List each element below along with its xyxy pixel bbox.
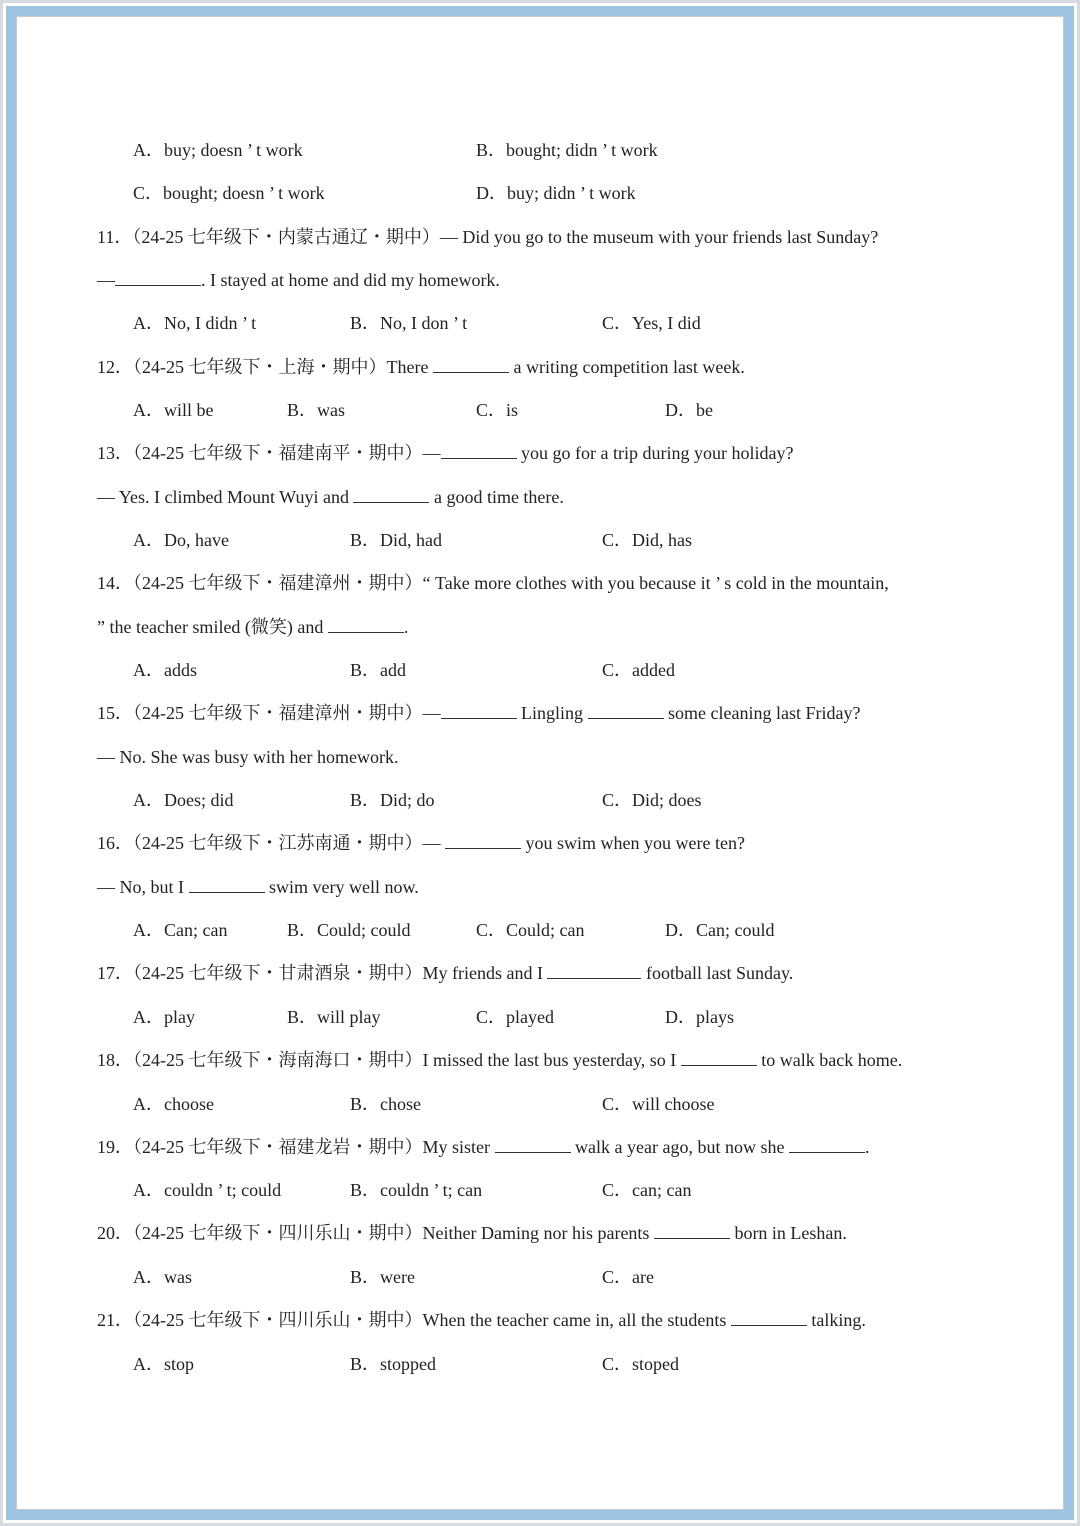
q20-stem-pre: 20．（24-25 七年级下・四川乐山・期中）Neither Daming nor his parents: [97, 1223, 650, 1243]
q11-blank[interactable]: [115, 265, 201, 286]
q15-line2: — No. She was busy with her homework.: [97, 747, 399, 767]
q18-option-a[interactable]: A．choose: [133, 1094, 214, 1114]
q16-stem: [97, 828, 745, 858]
q18-stem: [97, 1045, 902, 1075]
q13-option-a[interactable]: A．Do, have: [133, 530, 229, 550]
q20-blank[interactable]: [654, 1218, 730, 1239]
q17-blank[interactable]: [547, 958, 641, 979]
q15-option-a[interactable]: A．Does; did: [133, 790, 234, 810]
q13-stem-post: you go for a trip during your holiday?: [521, 443, 794, 463]
q17-stem-pre: 17．（24-25 七年级下・甘肃酒泉・期中）My friends and I: [97, 963, 543, 983]
q19-option-c[interactable]: C．can; can: [602, 1180, 692, 1200]
q20-stem-post: born in Leshan.: [734, 1223, 847, 1243]
q14-blank[interactable]: [328, 612, 404, 633]
q17-option-d[interactable]: D．plays: [665, 1007, 734, 1027]
q21-stem: [97, 1305, 866, 1335]
q16-line2-pre: — No, but I: [97, 877, 184, 897]
q10-option-c[interactable]: C．bought; doesn ’ t work: [133, 183, 325, 203]
q15-blank-2[interactable]: [588, 698, 664, 719]
q17-option-a[interactable]: A．play: [133, 1007, 195, 1027]
q10-option-d[interactable]: D．buy; didn ’ t work: [476, 183, 636, 203]
q13-stem: [97, 438, 793, 468]
q19-blank-2[interactable]: [789, 1132, 865, 1153]
q19-stem-mid: walk a year ago, but now she: [575, 1137, 785, 1157]
q13-blank-2[interactable]: [353, 482, 429, 503]
q18-option-b[interactable]: B．chose: [350, 1094, 421, 1114]
q19-stem: [97, 1132, 869, 1162]
q17-option-c[interactable]: C．played: [476, 1007, 554, 1027]
q16-option-d[interactable]: D．Can; could: [665, 920, 775, 940]
q15-blank-1[interactable]: [441, 698, 517, 719]
q11-option-a[interactable]: A．No, I didn ’ t: [133, 313, 257, 333]
q19-stem-pre: 19．（24-25 七年级下・福建龙岩・期中）My sister: [97, 1137, 490, 1157]
q20-option-a[interactable]: A．was: [133, 1267, 192, 1287]
q14-stem: 14．（24-25 七年级下・福建漳州・期中）“ Take more clothes with you because it ’ s cold in the mountain,: [97, 573, 889, 593]
q16-line2-post: swim very well now.: [269, 877, 419, 897]
q12-stem: [97, 352, 745, 382]
q21-stem-post: talking.: [811, 1310, 866, 1330]
q13-stem-pre: 13．（24-25 七年级下・福建南平・期中）—: [97, 443, 441, 463]
q11-option-b[interactable]: B．No, I don ’ t: [350, 313, 468, 333]
q11-stem: 11．（24-25 七年级下・内蒙古通辽・期中）— Did you go to the museum with your friends last Sunday?: [97, 227, 879, 247]
q12-stem-post: a writing competition last week.: [513, 357, 745, 377]
q17-stem-post: football last Sunday.: [645, 963, 794, 983]
q12-option-d[interactable]: D．be: [665, 400, 713, 420]
q11-line2: [97, 265, 500, 295]
q20-stem: [97, 1218, 847, 1248]
q18-option-c[interactable]: C．will choose: [602, 1094, 715, 1114]
q13-line2-pre: — Yes. I climbed Mount Wuyi and: [97, 487, 349, 507]
q17-stem: [97, 958, 793, 988]
q16-blank-2[interactable]: [189, 872, 265, 893]
q12-blank[interactable]: [433, 352, 509, 373]
q14-line2-pre: ” the teacher smiled (微笑) and: [97, 617, 324, 637]
q20-option-c[interactable]: C．are: [602, 1267, 654, 1287]
q18-blank[interactable]: [681, 1045, 757, 1066]
q11-option-c[interactable]: C．Yes, I did: [602, 313, 701, 333]
q15-stem-mid: Lingling: [521, 703, 583, 723]
q18-stem-pre: 18．（24-25 七年级下・海南海口・期中）I missed the last bus yesterday, so I: [97, 1050, 677, 1070]
q13-line2-post: a good time there.: [433, 487, 564, 507]
q14-option-c[interactable]: C．added: [602, 660, 675, 680]
q13-blank-1[interactable]: [441, 438, 517, 459]
q16-stem-pre: 16．（24-25 七年级下・江苏南通・期中）—: [97, 833, 441, 853]
q16-stem-post: you swim when you were ten?: [525, 833, 745, 853]
q19-stem-post: .: [864, 1137, 870, 1157]
q11-dash: —: [97, 270, 115, 290]
q14-option-a[interactable]: A．adds: [133, 660, 197, 680]
q12-option-a[interactable]: A．will be: [133, 400, 214, 420]
q21-option-a[interactable]: A．stop: [133, 1354, 195, 1374]
q13-option-b[interactable]: B．Did, had: [350, 530, 442, 550]
q12-option-c[interactable]: C．is: [476, 400, 519, 420]
q16-option-a[interactable]: A．Can; can: [133, 920, 228, 940]
q16-blank-1[interactable]: [445, 828, 521, 849]
q13-option-c[interactable]: C．Did, has: [602, 530, 692, 550]
q19-blank-1[interactable]: [495, 1132, 571, 1153]
q15-option-b[interactable]: B．Did; do: [350, 790, 435, 810]
q12-stem-pre: 12．（24-25 七年级下・上海・期中）There: [97, 357, 429, 377]
q20-option-b[interactable]: B．were: [350, 1267, 415, 1287]
q15-stem-post: some cleaning last Friday?: [668, 703, 861, 723]
q12-option-b[interactable]: B．was: [287, 400, 345, 420]
q14-line2: [97, 612, 408, 642]
q10-option-b[interactable]: B．bought; didn ’ t work: [476, 140, 658, 160]
q14-line2-post: .: [403, 617, 409, 637]
q14-option-b[interactable]: B．add: [350, 660, 406, 680]
q10-option-a[interactable]: A．buy; doesn ’ t work: [133, 140, 303, 160]
q21-stem-pre: 21．（24-25 七年级下・四川乐山・期中）When the teacher came in, all the students: [97, 1310, 727, 1330]
q19-option-a[interactable]: A．couldn ’ t; could: [133, 1180, 282, 1200]
q16-option-c[interactable]: C．Could; can: [476, 920, 585, 940]
q17-option-b[interactable]: B．will play: [287, 1007, 381, 1027]
q21-option-b[interactable]: B．stopped: [350, 1354, 437, 1374]
q19-option-b[interactable]: B．couldn ’ t; can: [350, 1180, 483, 1200]
q21-blank[interactable]: [731, 1305, 807, 1326]
q15-option-c[interactable]: C．Did; does: [602, 790, 702, 810]
q16-line2: [97, 872, 419, 902]
q15-stem-pre: 15．（24-25 七年级下・福建漳州・期中）—: [97, 703, 441, 723]
q13-line2: [97, 482, 564, 512]
q18-stem-post: to walk back home.: [761, 1050, 903, 1070]
q16-option-b[interactable]: B．Could; could: [287, 920, 411, 940]
q11-line2-text: . I stayed at home and did my homework.: [201, 270, 500, 290]
q21-option-c[interactable]: C．stoped: [602, 1354, 680, 1374]
q15-stem: [97, 698, 860, 728]
